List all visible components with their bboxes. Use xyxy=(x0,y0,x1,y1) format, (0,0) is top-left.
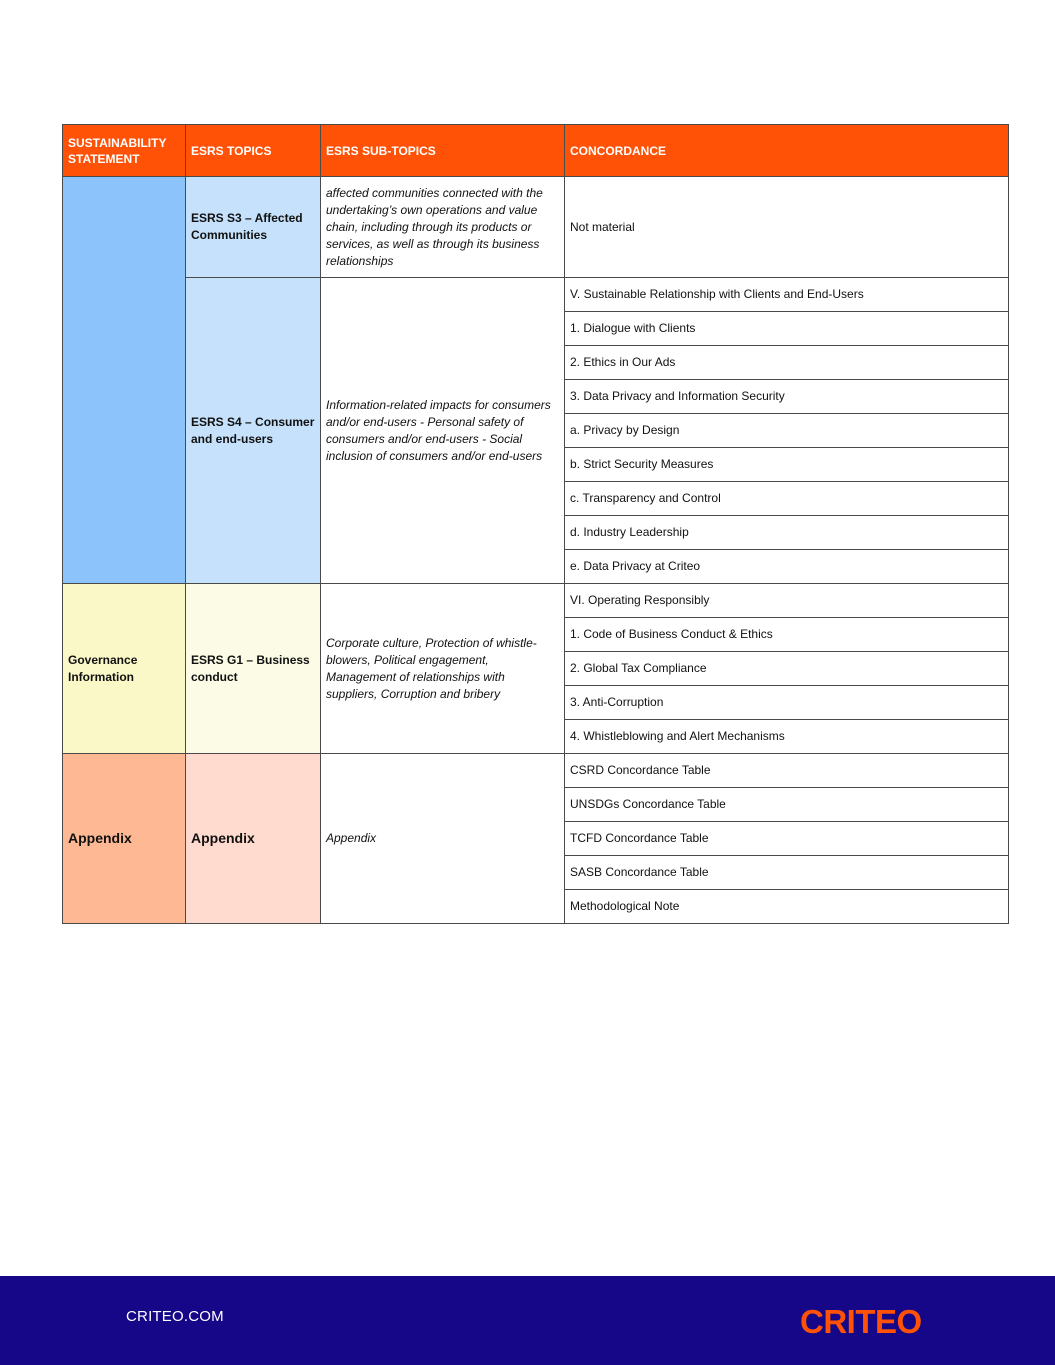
criteo-logo-text: CRITEO xyxy=(800,1303,922,1338)
g1-topic-cell: ESRS G1 – Business conduct xyxy=(186,584,321,754)
concordance-item: V. Sustainable Relationship with Clients and End-Users xyxy=(565,278,1009,312)
table-row xyxy=(63,278,1009,312)
concordance-item: a. Privacy by Design xyxy=(565,414,1009,448)
concordance-item: CSRD Concordance Table xyxy=(565,754,1009,788)
header-concordance: CONCORDANCE xyxy=(565,125,1009,177)
concordance-item: e. Data Privacy at Criteo xyxy=(565,550,1009,584)
header-sustainability-statement: SUSTAINABILITY STATEMENT xyxy=(63,125,186,177)
concordance-table xyxy=(62,124,1009,924)
appendix-topic-cell: Appendix xyxy=(186,754,321,924)
concordance-item: UNSDGs Concordance Table xyxy=(565,788,1009,822)
table-header-row xyxy=(63,125,1009,177)
concordance-item: 3. Anti-Corruption xyxy=(565,686,1009,720)
concordance-item: 4. Whistleblowing and Alert Mechanisms xyxy=(565,720,1009,754)
s4-subtopic-cell: Information-related impacts for consumers and/or end-users - Personal safety of consumers and/or end-users - Social inclusion of consumers and/or end-users xyxy=(321,278,565,584)
concordance-item: c. Transparency and Control xyxy=(565,482,1009,516)
concordance-item: TCFD Concordance Table xyxy=(565,822,1009,856)
concordance-item: 3. Data Privacy and Information Security xyxy=(565,380,1009,414)
governance-statement-cell: Governance Information xyxy=(63,584,186,754)
concordance-item: b. Strict Security Measures xyxy=(565,448,1009,482)
s3-topic-cell: ESRS S3 – Affected Communities xyxy=(186,177,321,278)
header-esrs-topics: ESRS TOPICS xyxy=(186,125,321,177)
concordance-item: 2. Ethics in Our Ads xyxy=(565,346,1009,380)
s3-subtopic-cell: affected communities connected with the undertaking’s own operations and value chain, including through its products or services, as well as through its business relationships xyxy=(321,177,565,278)
header-esrs-sub-topics: ESRS SUB-TOPICS xyxy=(321,125,565,177)
table-row xyxy=(63,177,1009,278)
page-footer xyxy=(0,1276,1055,1365)
social-statement-cell xyxy=(63,177,186,584)
concordance-item: VI. Operating Responsibly xyxy=(565,584,1009,618)
s3-concordance-cell: Not material xyxy=(565,177,1009,278)
s4-topic-cell: ESRS S4 – Consumer and end-users xyxy=(186,278,321,584)
concordance-item: 1. Code of Business Conduct & Ethics xyxy=(565,618,1009,652)
appendix-subtopic-cell: Appendix xyxy=(321,754,565,924)
footer-website-link[interactable]: CRITEO.COM xyxy=(126,1308,224,1325)
g1-subtopic-cell: Corporate culture, Protection of whistle-blowers, Political engagement, Management of relationships with suppliers, Corruption and bribery xyxy=(321,584,565,754)
criteo-logo xyxy=(800,1302,930,1338)
concordance-item: Methodological Note xyxy=(565,890,1009,924)
concordance-item: d. Industry Leadership xyxy=(565,516,1009,550)
concordance-item: SASB Concordance Table xyxy=(565,856,1009,890)
concordance-item: 1. Dialogue with Clients xyxy=(565,312,1009,346)
table-row xyxy=(63,754,1009,788)
concordance-item: 2. Global Tax Compliance xyxy=(565,652,1009,686)
appendix-statement-cell: Appendix xyxy=(63,754,186,924)
table-row xyxy=(63,584,1009,618)
